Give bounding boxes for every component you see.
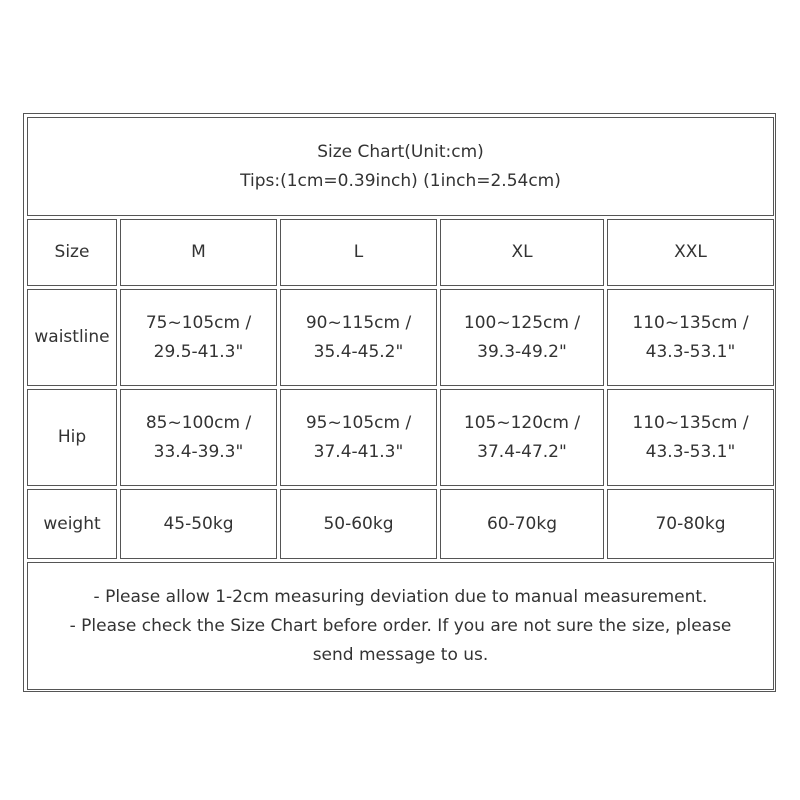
- note-line: send message to us.: [312, 644, 489, 665]
- cell-weight: 60-70kg: [486, 513, 558, 534]
- header-cell-xl: XL: [440, 219, 604, 286]
- cell-inch: 43.3-53.1": [645, 441, 736, 462]
- table-cell: [440, 489, 604, 559]
- row-label-hip: Hip: [27, 389, 117, 486]
- chart-title: Size Chart(Unit:cm): [317, 141, 484, 162]
- cell-cm: 75~105cm /: [145, 312, 252, 333]
- table-cell: [440, 289, 604, 386]
- table-cell: [280, 289, 437, 386]
- table-cell: [120, 489, 277, 559]
- cell-cm: 100~125cm /: [463, 312, 581, 333]
- table-cell: [440, 389, 604, 486]
- cell-inch: 37.4-47.2": [477, 441, 567, 462]
- note-line: - Please check the Size Chart before order. If you are not sure the size, please: [69, 615, 732, 636]
- cell-inch: 37.4-41.3": [313, 441, 404, 462]
- table-cell: [120, 389, 277, 486]
- row-label-weight: weight: [27, 489, 117, 559]
- cell-cm: 105~120cm /: [463, 412, 581, 433]
- cell-weight: 50-60kg: [323, 513, 394, 534]
- table-cell: [607, 289, 774, 386]
- cell-cm: 85~100cm /: [145, 412, 252, 433]
- size-chart: [23, 113, 776, 692]
- cell-cm: 90~115cm /: [305, 312, 412, 333]
- cell-weight: 45-50kg: [163, 513, 234, 534]
- cell-inch: 33.4-39.3": [153, 441, 244, 462]
- header-cell-m: M: [120, 219, 277, 286]
- cell-inch: 29.5-41.3": [153, 341, 244, 362]
- unit-tips: Tips:(1cm=0.39inch) (1inch=2.54cm): [240, 170, 561, 191]
- note-line: - Please allow 1-2cm measuring deviation due to manual measurement.: [93, 586, 708, 607]
- header-cell-xxl: XXL: [607, 219, 774, 286]
- cell-inch: 39.3-49.2": [477, 341, 567, 362]
- cell-cm: 95~105cm /: [305, 412, 412, 433]
- cell-cm: 110~135cm /: [632, 412, 749, 433]
- header-cell-size: Size: [27, 219, 117, 286]
- table-cell: [607, 489, 774, 559]
- table-cell: [607, 389, 774, 486]
- chart-header: [27, 117, 774, 216]
- cell-weight: 70-80kg: [655, 513, 726, 534]
- table-cell: [280, 389, 437, 486]
- notes-block: [27, 562, 774, 690]
- cell-cm: 110~135cm /: [632, 312, 749, 333]
- row-label-waistline: waistline: [27, 289, 117, 386]
- cell-inch: 35.4-45.2": [313, 341, 404, 362]
- header-cell-l: L: [280, 219, 437, 286]
- table-cell: [120, 289, 277, 386]
- table-cell: [280, 489, 437, 559]
- cell-inch: 43.3-53.1": [645, 341, 736, 362]
